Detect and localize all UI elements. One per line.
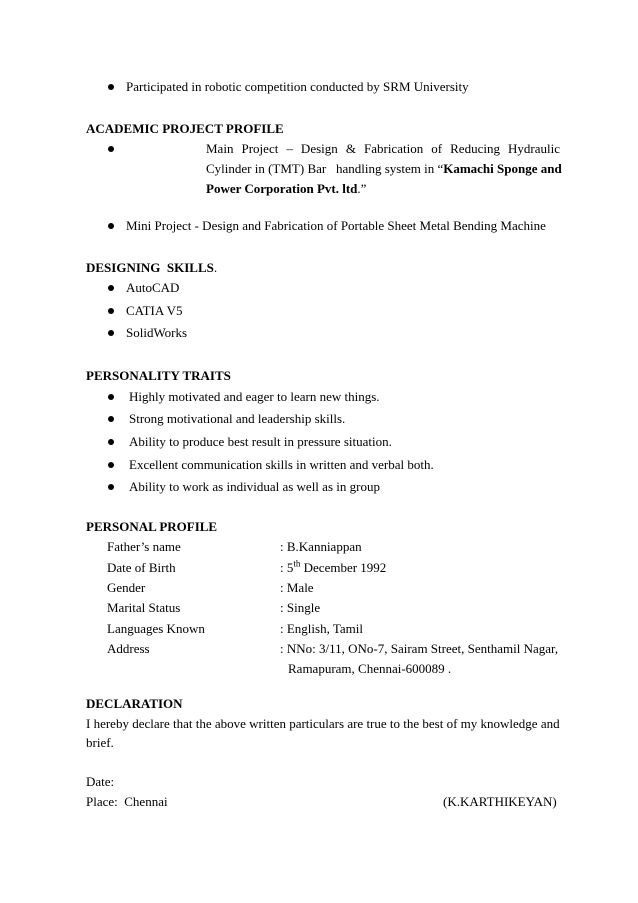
dob-day: : 5	[280, 560, 294, 575]
company-name-part2: Power Corporation Pvt. ltd	[206, 181, 358, 196]
profile-label-marital: Marital Status	[107, 600, 181, 615]
main-project-line3	[206, 181, 366, 197]
designing-heading-wrap	[86, 260, 217, 276]
profile-label-dob: Date of Birth	[107, 560, 176, 575]
bullet-icon	[108, 484, 114, 490]
skill-item: AutoCAD	[126, 280, 180, 295]
personality-heading: PERSONALITY TRAITS	[86, 368, 231, 383]
main-project-line2	[206, 161, 562, 177]
designing-heading-suffix: .	[213, 260, 218, 275]
declaration-line2: brief.	[86, 735, 114, 750]
skill-item: SolidWorks	[126, 325, 188, 340]
personal-heading: PERSONAL PROFILE	[86, 519, 218, 534]
trait-item: Highly motivated and eager to learn new things.	[129, 389, 380, 404]
academic-heading: ACADEMIC PROJECT PROFILE	[86, 121, 284, 136]
bullet-icon	[108, 223, 114, 229]
bullet-icon	[108, 308, 114, 314]
bullet-icon	[108, 439, 114, 445]
profile-label-address: Address	[107, 641, 150, 656]
bullet-icon	[108, 84, 114, 90]
bullet-icon	[108, 330, 114, 336]
dob-month-year: December 1992	[300, 560, 387, 575]
declaration-heading: DECLARATION	[86, 696, 183, 711]
bullet-icon	[108, 146, 114, 152]
profile-value-marital: : Single	[280, 600, 321, 615]
date-label: Date:	[86, 774, 115, 789]
dob-day-suffix: th	[293, 558, 301, 569]
company-name-part1: Kamachi Sponge and	[443, 161, 562, 176]
bullet-icon	[108, 462, 114, 468]
profile-value-languages: : English, Tamil	[280, 621, 363, 636]
bullet-icon	[108, 285, 114, 291]
bullet-icon	[108, 394, 114, 400]
profile-value-dob	[280, 560, 386, 576]
skill-item: CATIA V5	[126, 303, 183, 318]
profile-value-gender: : Male	[280, 580, 314, 595]
declaration-line1: I hereby declare that the above written particulars are true to the best of my knowledge and	[86, 716, 560, 731]
profile-value-father: : B.Kanniappan	[280, 539, 362, 554]
competition-item: Participated in robotic competition conducted by SRM University	[126, 79, 469, 94]
profile-value-address: : NNo: 3/11, ONo-7, Sairam Street, Senthamil Nagar,	[280, 641, 559, 656]
profile-label-gender: Gender	[107, 580, 146, 595]
profile-value-address-line2: Ramapuram, Chennai-600089 .	[288, 661, 452, 676]
signature-name: (K.KARTHIKEYAN)	[443, 794, 557, 809]
trait-item: Ability to work as individual as well as in group	[129, 479, 380, 494]
place-label: Place: Chennai	[86, 794, 168, 809]
trait-item: Ability to produce best result in pressure situation.	[129, 434, 392, 449]
mini-project-item: Mini Project - Design and Fabrication of Portable Sheet Metal Bending Machine	[126, 218, 546, 233]
trait-item: Strong motivational and leadership skills.	[129, 411, 346, 426]
profile-label-father: Father’s name	[107, 539, 181, 554]
main-project-line1: Main Project – Design & Fabrication of Reducing Hydraulic	[206, 141, 560, 156]
designing-heading: DESIGNING SKILLS	[86, 260, 214, 275]
profile-label-languages: Languages Known	[107, 621, 205, 636]
trait-item: Excellent communication skills in written and verbal both.	[129, 457, 434, 472]
main-project-line2-text: Cylinder in (TMT) Bar handling system in “	[206, 161, 444, 176]
main-project-line3-suffix: .”	[357, 181, 367, 196]
bullet-icon	[108, 416, 114, 422]
